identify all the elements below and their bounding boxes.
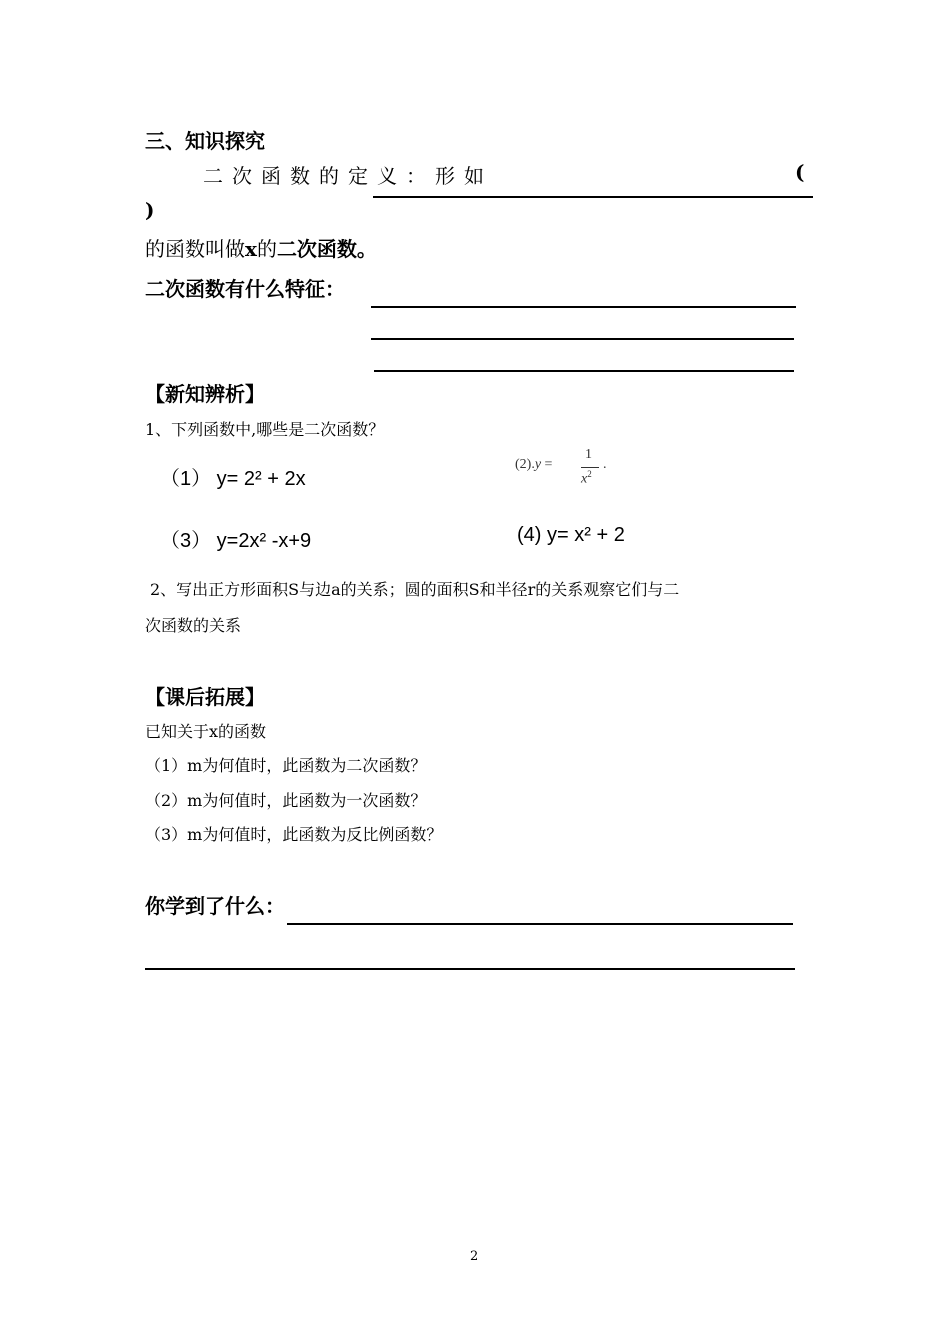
question-2-line-1: 2、写出正方形面积S与边a的关系；圆的面积S和半径r的关系观察它们与二 — [150, 580, 680, 599]
function-item-2 — [515, 447, 615, 491]
item2-prefix: (2).y = — [515, 457, 553, 472]
features-line-2[interactable] — [371, 338, 794, 340]
definition-var: x — [245, 237, 257, 261]
question-2-line-2: 次函数的关系 — [145, 616, 242, 635]
extension-heading: 【课后拓展】 — [145, 685, 265, 709]
summary-label: 你学到了什么： — [145, 894, 285, 918]
definition-tail-prefix: 的函数叫做 — [145, 237, 245, 261]
function-item-3: （3） y=2x² -x+9 — [160, 530, 312, 552]
definition-tail-mid: 的 — [256, 237, 277, 261]
question-1: 1、下列函数中,哪些是二次函数？ — [145, 420, 385, 439]
function-item-4: (4) y= x² + 2 — [517, 524, 625, 546]
fraction-bar — [581, 467, 599, 468]
features-line-1[interactable] — [371, 306, 796, 308]
item2-dot: . — [603, 457, 607, 472]
definition-tail — [145, 233, 377, 262]
section3-heading: 三、知识探究 — [145, 129, 265, 153]
summary-line-1[interactable] — [287, 923, 793, 925]
definition-label: 二次函数的定义：形如 — [203, 164, 493, 188]
new-knowledge-heading: 【新知辨析】 — [145, 382, 265, 406]
open-paren: ( — [795, 160, 805, 184]
definition-blank-line[interactable] — [373, 196, 813, 198]
extension-question-1: （1）m为何值时，此函数为二次函数？ — [145, 756, 427, 775]
summary-line-2[interactable] — [145, 968, 795, 970]
item2-numerator: 1 — [585, 447, 592, 462]
features-line-3[interactable] — [374, 370, 794, 372]
function-item-1: （1） y= 2² + 2x — [160, 468, 306, 490]
definition-term: 二次函数。 — [276, 237, 377, 261]
extension-question-2: （2）m为何值时，此函数为一次函数？ — [145, 791, 427, 810]
close-paren: ) — [145, 198, 155, 222]
features-label: 二次函数有什么特征： — [145, 277, 345, 301]
extension-question-3: （3）m为何值时，此函数为反比例函数？ — [145, 825, 443, 844]
item2-denominator: $x^2$ — [581, 469, 592, 487]
page-number: 2 — [470, 1249, 479, 1264]
extension-intro: 已知关于x的函数 — [145, 722, 267, 741]
